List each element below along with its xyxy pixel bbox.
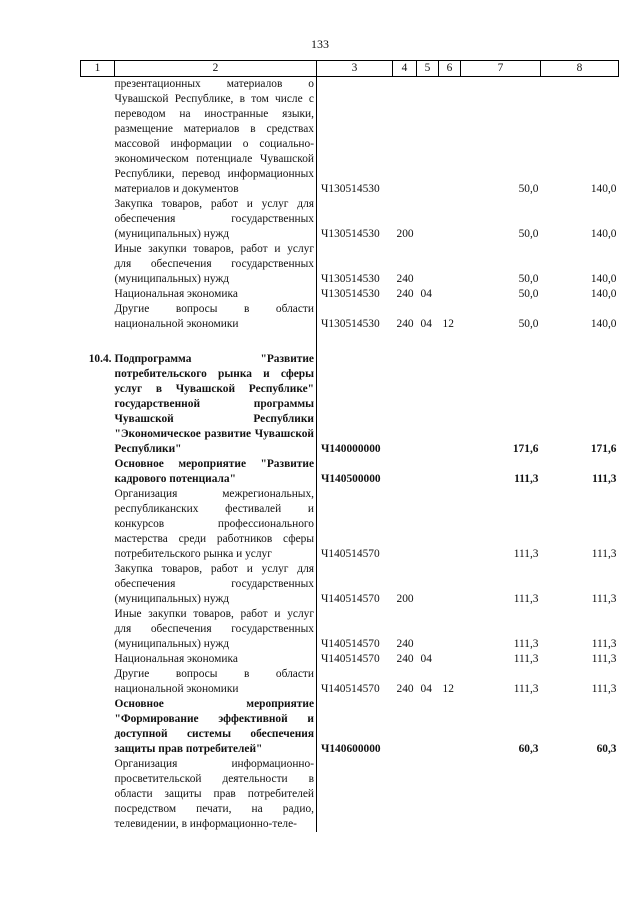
table-row <box>81 352 619 457</box>
subsection-code <box>439 77 461 198</box>
spacer-cell <box>317 332 393 352</box>
row-name: Национальная экономика <box>115 652 317 667</box>
table-row <box>81 757 619 832</box>
row-number <box>81 697 115 757</box>
amount-year-1: 50,0 <box>518 288 539 300</box>
spacer-row <box>81 332 619 352</box>
section-code: 04 <box>420 288 432 300</box>
amount-year-2: 111,3 <box>591 593 617 605</box>
row-number <box>81 667 115 697</box>
subsection-code <box>439 242 461 287</box>
row-number <box>81 457 115 487</box>
amount-year-1: 50,0 <box>518 228 539 240</box>
expense-type-code: 200 <box>396 593 414 605</box>
subsection-code <box>439 457 461 487</box>
row-number <box>81 302 115 332</box>
table-row <box>81 197 619 242</box>
row-name: Закупка товаров, работ и услуг для обеспечения государственных (муниципальных) нужд <box>115 562 317 607</box>
expense-type-code: 240 <box>396 638 414 650</box>
row-number <box>81 562 115 607</box>
amount-year-1: 111,3 <box>513 683 539 695</box>
table-row <box>81 562 619 607</box>
row-number <box>81 242 115 287</box>
expense-type-code: 240 <box>396 318 414 330</box>
amount-year-2: 111,3 <box>591 548 617 560</box>
table-row <box>81 667 619 697</box>
row-number <box>81 607 115 652</box>
table-row <box>81 697 619 757</box>
amount-year-1: 171,6 <box>512 443 539 455</box>
row-name: Основное мероприятие "Формирование эффективной и доступной системы обеспечения защиты прав потребителей" <box>115 697 317 757</box>
table-row <box>81 77 619 198</box>
target-article-code: Ч140514570 <box>321 653 380 665</box>
section-code <box>417 757 439 832</box>
target-article-code: Ч130514530 <box>321 183 380 195</box>
header-cell: 5 <box>417 61 439 77</box>
target-article-code: Ч140514570 <box>321 548 380 560</box>
expense-type-code: 240 <box>396 288 414 300</box>
target-article-code: Ч140514570 <box>321 638 380 650</box>
section-code: 04 <box>420 318 432 330</box>
subsection-code <box>439 757 461 832</box>
section-code <box>417 487 439 562</box>
subsection-code: 12 <box>442 683 454 695</box>
expense-type-code: 240 <box>396 273 414 285</box>
target-article-code <box>317 757 393 832</box>
section-code <box>417 197 439 242</box>
amount-year-2: 140,0 <box>590 183 617 195</box>
table-row <box>81 457 619 487</box>
page-number: 133 <box>311 37 329 51</box>
header-cell: 2 <box>115 61 317 77</box>
expense-type-code: 200 <box>396 228 414 240</box>
table-row <box>81 287 619 302</box>
target-article-code: Ч130514530 <box>321 318 380 330</box>
row-number <box>81 487 115 562</box>
table-row <box>81 242 619 287</box>
amount-year-1: 50,0 <box>518 183 539 195</box>
amount-year-1: 111,3 <box>513 653 539 665</box>
subsection-code <box>439 562 461 607</box>
amount-year-2: 111,3 <box>592 473 617 485</box>
section-code: 04 <box>420 683 432 695</box>
spacer-cell <box>393 332 417 352</box>
table-row <box>81 487 619 562</box>
row-name: Основное мероприятие "Развитие кадрового потенциала" <box>115 457 317 487</box>
row-name: Другие вопросы в области национальной экономики <box>115 667 317 697</box>
subsection-code <box>439 652 461 667</box>
row-number <box>81 287 115 302</box>
amount-year-1: 50,0 <box>518 318 539 330</box>
table-row <box>81 607 619 652</box>
subsection-code <box>439 352 461 457</box>
amount-year-1: 111,3 <box>513 548 539 560</box>
expense-type-code <box>393 77 417 198</box>
subsection-code <box>439 287 461 302</box>
row-name: Организация информационно-просветительской деятельности в области защиты прав потребителей посредством печати, на радио, телевидении, в информационно-теле- <box>115 757 317 832</box>
section-code <box>417 457 439 487</box>
expense-type-code: 240 <box>396 683 414 695</box>
section-code <box>417 697 439 757</box>
subsection-code <box>439 197 461 242</box>
header-cell: 8 <box>541 61 619 77</box>
section-code: 04 <box>420 653 432 665</box>
amount-year-1 <box>461 757 541 832</box>
row-number <box>81 77 115 198</box>
amount-year-2: 140,0 <box>590 228 617 240</box>
section-code <box>417 562 439 607</box>
row-number <box>81 652 115 667</box>
header-cell: 4 <box>393 61 417 77</box>
row-name: Закупка товаров, работ и услуг для обеспечения государственных (муниципальных) нужд <box>115 197 317 242</box>
section-code <box>417 242 439 287</box>
section-code <box>417 352 439 457</box>
spacer-cell <box>417 332 439 352</box>
expense-type-code <box>393 757 417 832</box>
row-name: Национальная экономика <box>115 287 317 302</box>
row-name: Иные закупки товаров, работ и услуг для обеспечения государственных (муниципальных) нужд <box>115 242 317 287</box>
target-article-code: Ч140514570 <box>321 593 380 605</box>
expense-type-code <box>393 697 417 757</box>
section-code <box>417 607 439 652</box>
section-code <box>417 77 439 198</box>
header-cell: 1 <box>81 61 115 77</box>
target-article-code: Ч130514530 <box>321 273 380 285</box>
row-name: Организация межрегиональных, республиканских фестивалей и конкурсов профессионального мастерства среди работников сферы потребительского рынка и услуг <box>115 487 317 562</box>
subsection-code <box>439 487 461 562</box>
budget-table <box>80 60 619 832</box>
amount-year-2: 111,3 <box>591 683 617 695</box>
spacer-cell <box>541 332 619 352</box>
target-article-code: Ч140514570 <box>321 683 380 695</box>
amount-year-1: 111,3 <box>514 473 539 485</box>
spacer-cell <box>115 332 317 352</box>
expense-type-code: 240 <box>396 653 414 665</box>
header-cell: 7 <box>461 61 541 77</box>
amount-year-1: 60,3 <box>518 743 539 755</box>
amount-year-1: 111,3 <box>513 593 539 605</box>
target-article-code: Ч130514530 <box>321 288 380 300</box>
expense-type-code <box>393 457 417 487</box>
amount-year-2: 111,3 <box>591 638 617 650</box>
row-name: Иные закупки товаров, работ и услуг для обеспечения государственных (муниципальных) нужд <box>115 607 317 652</box>
amount-year-2 <box>541 757 619 832</box>
table-body <box>81 77 619 833</box>
row-name: Подпрограмма "Развитие потребительского рынка и сферы услуг в Чувашской Республике" государственной программы Чувашской Республики "Экономическое развитие Чувашской Республики" <box>115 352 317 457</box>
row-number: 10.4. <box>88 353 112 365</box>
column-number-header <box>81 61 619 77</box>
spacer-cell <box>439 332 461 352</box>
row-number <box>81 757 115 832</box>
subsection-code <box>439 607 461 652</box>
row-name: Другие вопросы в области национальной экономики <box>115 302 317 332</box>
table-row <box>81 302 619 332</box>
subsection-code: 12 <box>442 318 454 330</box>
subsection-code <box>439 697 461 757</box>
amount-year-2: 111,3 <box>591 653 617 665</box>
header-cell: 6 <box>439 61 461 77</box>
amount-year-2: 171,6 <box>590 443 617 455</box>
row-name: презентационных материалов о Чувашской Республике, в том числе с переводом на иностранные языки, размещение материалов в средствах массовой информации о социально-экономическом потенциале Чувашской Республики, перевод информационных материалов и документов <box>115 77 317 198</box>
target-article-code: Ч130514530 <box>321 228 380 240</box>
expense-type-code <box>393 352 417 457</box>
spacer-cell <box>461 332 541 352</box>
spacer-cell <box>81 332 115 352</box>
amount-year-2: 140,0 <box>590 288 617 300</box>
expense-type-code <box>393 487 417 562</box>
amount-year-1: 50,0 <box>518 273 539 285</box>
header-cell: 3 <box>317 61 393 77</box>
row-number <box>81 197 115 242</box>
amount-year-2: 140,0 <box>590 318 617 330</box>
target-article-code: Ч140000000 <box>321 443 381 455</box>
amount-year-2: 140,0 <box>590 273 617 285</box>
amount-year-2: 60,3 <box>596 743 617 755</box>
target-article-code: Ч140500000 <box>321 473 381 485</box>
target-article-code: Ч140600000 <box>321 743 381 755</box>
table-row <box>81 652 619 667</box>
amount-year-1: 111,3 <box>513 638 539 650</box>
